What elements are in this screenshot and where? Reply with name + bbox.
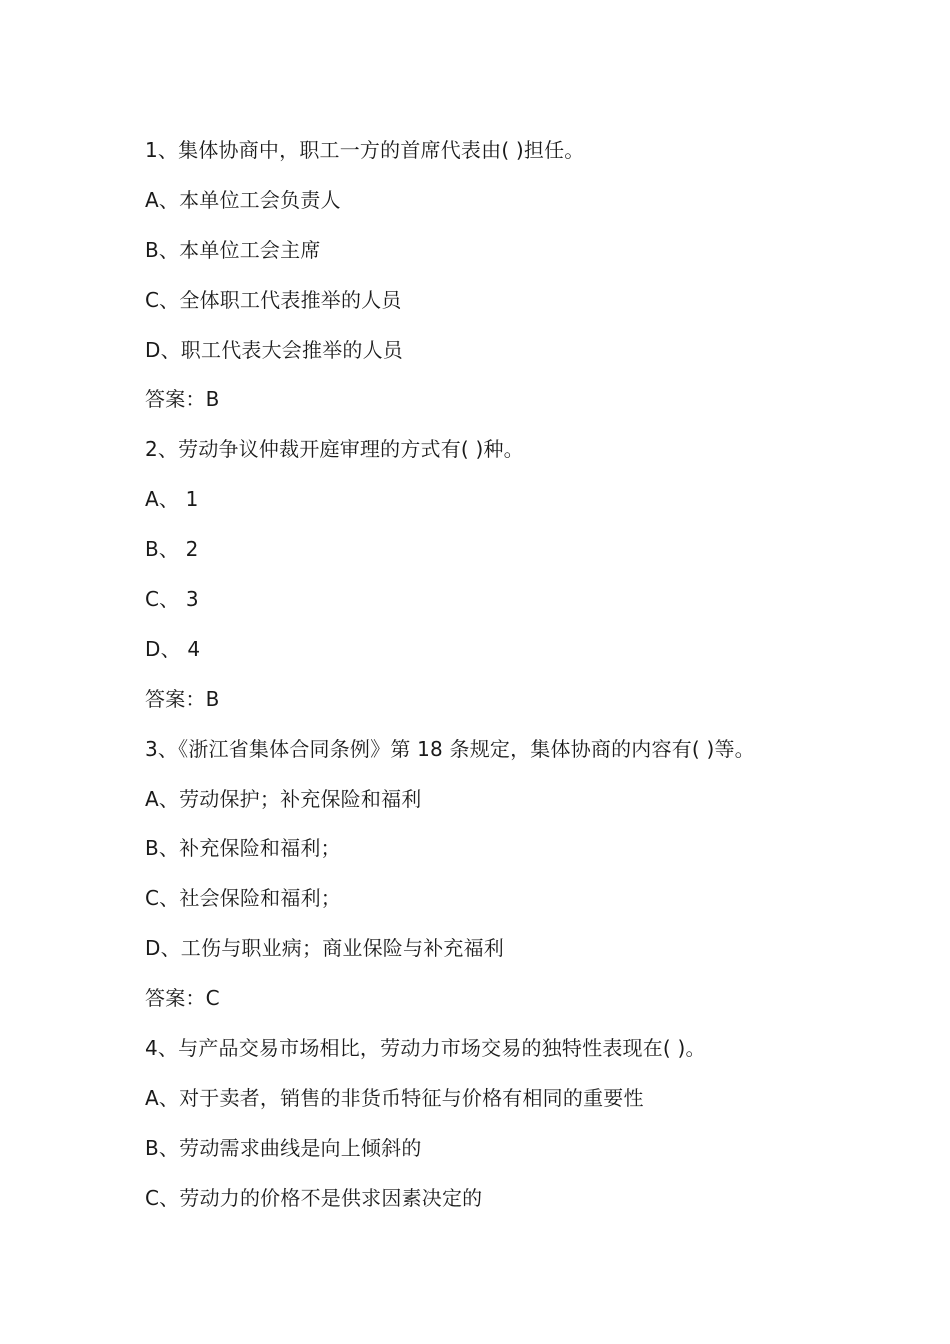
option-a: A、本单位工会负责人 <box>145 187 341 212</box>
option-c: C、劳动力的价格不是供求因素决定的 <box>145 1185 483 1210</box>
question-stem: 4、与产品交易市场相比，劳动力市场交易的独特性表现在( )。 <box>145 1036 706 1061</box>
option-b: B、劳动需求曲线是向上倾斜的 <box>145 1135 422 1160</box>
answer-line: 答案：B <box>145 387 220 412</box>
option-c: C、全体职工代表推举的人员 <box>145 287 402 312</box>
question-stem: 3、《浙江省集体合同条例》第 18 条规定，集体协商的内容有( )等。 <box>145 736 755 761</box>
option-d: D、职工代表大会推举的人员 <box>145 337 404 362</box>
question-stem: 1、集体协商中，职工一方的首席代表由( )担任。 <box>145 138 585 162</box>
option-b: B、补充保险和福利； <box>145 836 341 861</box>
option-b: B、 2 <box>145 537 199 562</box>
option-a: A、对于卖者，销售的非货币特征与价格有相同的重要性 <box>145 1085 644 1110</box>
question-stem: 2、劳动争议仲裁开庭审理的方式有( )种。 <box>145 437 524 462</box>
option-d: D、 4 <box>145 636 201 661</box>
option-a: A、 1 <box>145 487 199 512</box>
option-d: D、工伤与职业病；商业保险与补充福利 <box>145 936 505 961</box>
option-c: C、社会保险和福利； <box>145 886 341 911</box>
answer-line: 答案：C <box>145 986 220 1011</box>
answer-line: 答案：B <box>145 686 220 711</box>
question-list <box>145 134 905 1232</box>
option-b: B、本单位工会主席 <box>145 237 321 262</box>
option-a: A、劳动保护；补充保险和福利 <box>145 786 422 811</box>
option-c: C、 3 <box>145 587 199 612</box>
